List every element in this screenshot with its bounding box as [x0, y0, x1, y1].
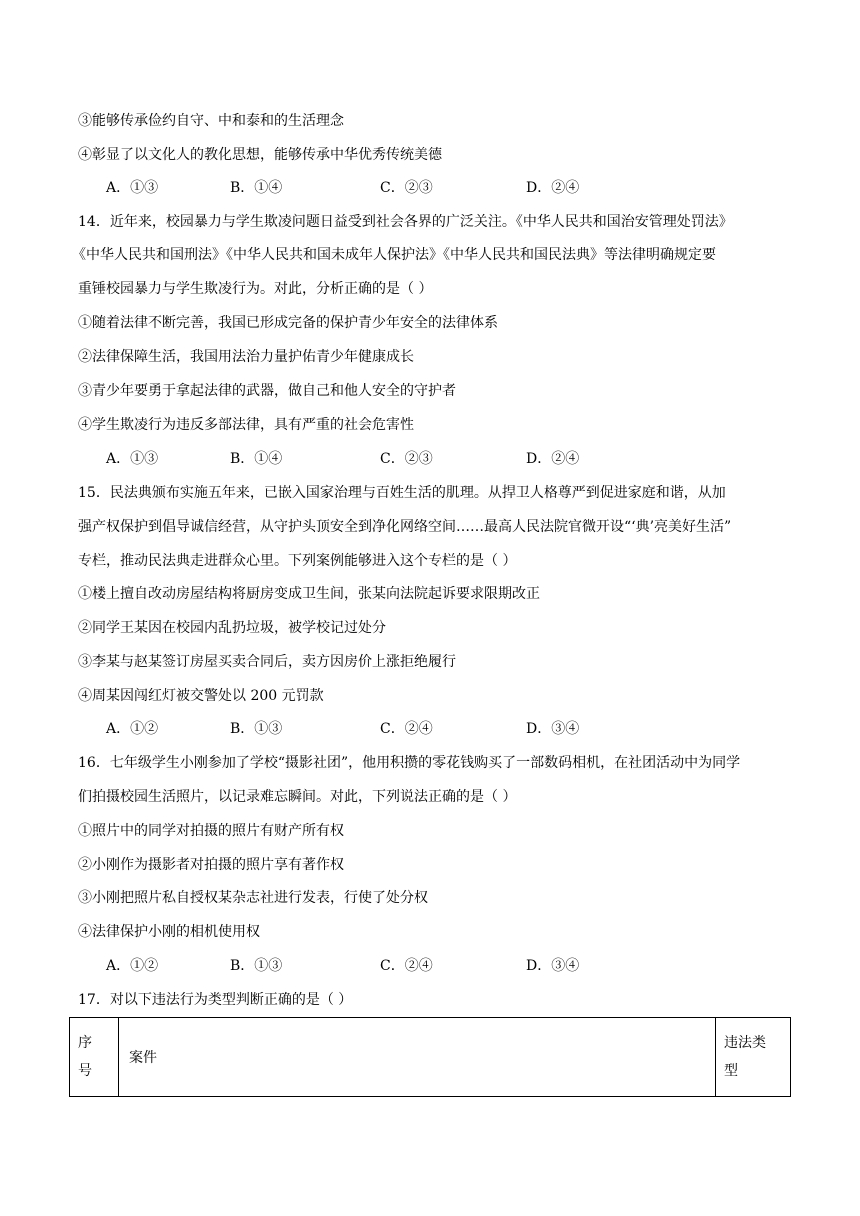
option-b: B．①③: [230, 721, 283, 737]
option-a: A．①②: [106, 721, 159, 737]
q16-statement-3: ③小刚把照片私自授权某杂志社进行发表，行使了处分权: [78, 890, 428, 906]
q14-statement-3: ③青少年要勇于拿起法律的武器，做自己和他人安全的守护者: [78, 383, 456, 399]
q15-stem-line-1: 15．民法典颁布实施五年来，已嵌入国家治理与百姓生活的肌理。从捍卫人格尊严到促进家庭和谐，从加: [78, 485, 726, 501]
option-b: B．①③: [230, 958, 283, 974]
q15-statement-3: ③李某与赵某签订房屋买卖合同后，卖方因房价上涨拒绝履行: [78, 654, 456, 670]
option-b: B．①④: [230, 180, 283, 196]
header-index-line-2: 号: [78, 1063, 92, 1079]
q13-statement-3: ③能够传承俭约自守、中和泰和的生活理念: [78, 113, 344, 129]
header-cell-case: 案件: [119, 1018, 716, 1097]
q17-stem: 17．对以下违法行为类型判断正确的是（ ）: [78, 992, 353, 1008]
q14-statement-4: ④学生欺凌行为违反多部法律，具有严重的社会危害性: [78, 417, 414, 433]
q14-stem-line-1: 14．近年来，校园暴力与学生欺凌问题日益受到社会各界的广泛关注。《中华人民共和国治安管理处罚法》: [78, 214, 733, 230]
q15-statement-4: ④周某因闯红灯被交警处以 200 元罚款: [78, 688, 324, 704]
option-d: D．②④: [526, 451, 580, 467]
q15-statement-2: ②同学王某因在校园内乱扔垃圾，被学校记过处分: [78, 620, 386, 636]
option-d: D．②④: [526, 180, 580, 196]
option-b: B．①④: [230, 451, 283, 467]
q16-stem-line-1: 16．七年级学生小刚参加了学校“摄影社团”，他用积攒的零花钱购买了一部数码相机，在社团活动中为同学: [78, 755, 741, 771]
violation-table: [69, 1017, 791, 1097]
q14-statement-1: ①随着法律不断完善，我国已形成完备的保护青少年安全的法律体系: [78, 315, 498, 331]
option-c: C．②③: [380, 180, 433, 196]
option-c: C．②④: [380, 958, 433, 974]
q15-stem-line-3: 专栏，推动民法典走进群众心里。下列案例能够进入这个专栏的是（ ）: [78, 553, 517, 569]
header-cell-index: [70, 1018, 119, 1097]
option-c: C．②④: [380, 721, 433, 737]
q14-stem-line-3: 重锤校园暴力与学生欺凌行为。对此，分析正确的是（ ）: [78, 281, 433, 297]
table-header-row: [70, 1018, 791, 1097]
q16-statement-2: ②小刚作为摄影者对拍摄的照片享有著作权: [78, 857, 344, 873]
option-a: A．①②: [106, 958, 159, 974]
header-cell-type: [716, 1018, 791, 1097]
q15-stem-line-2: 强产权保护到倡导诚信经营，从守护头顶安全到净化网络空间……最高人民法院官微开设“‘典’亮美好生活”: [78, 519, 732, 535]
q13-statement-4: ④彰显了以文化人的教化思想，能够传承中华优秀传统美德: [78, 147, 442, 163]
header-type-line-1: 违法类: [724, 1035, 766, 1051]
option-c: C．②③: [380, 451, 433, 467]
q15-statement-1: ①楼上擅自改动房屋结构将厨房变成卫生间，张某向法院起诉要求限期改正: [78, 586, 540, 602]
q14-stem-line-2: 《中华人民共和国刑法》《中华人民共和国未成年人保护法》《中华人民共和国民法典》等法律明确规定要: [72, 247, 716, 263]
q16-statement-4: ④法律保护小刚的相机使用权: [78, 924, 260, 940]
option-a: A．①③: [106, 451, 159, 467]
option-d: D．③④: [526, 721, 580, 737]
option-d: D．③④: [526, 958, 580, 974]
header-index-line-1: 序: [78, 1035, 92, 1051]
q16-stem-line-2: 们拍摄校园生活照片，以记录难忘瞬间。对此，下列说法正确的是（ ）: [78, 789, 517, 805]
q16-statement-1: ①照片中的同学对拍摄的照片有财产所有权: [78, 823, 344, 839]
q14-statement-2: ②法律保障生活，我国用法治力量护佑青少年健康成长: [78, 349, 414, 365]
option-a: A．①③: [106, 180, 159, 196]
header-type-line-2: 型: [724, 1063, 738, 1079]
